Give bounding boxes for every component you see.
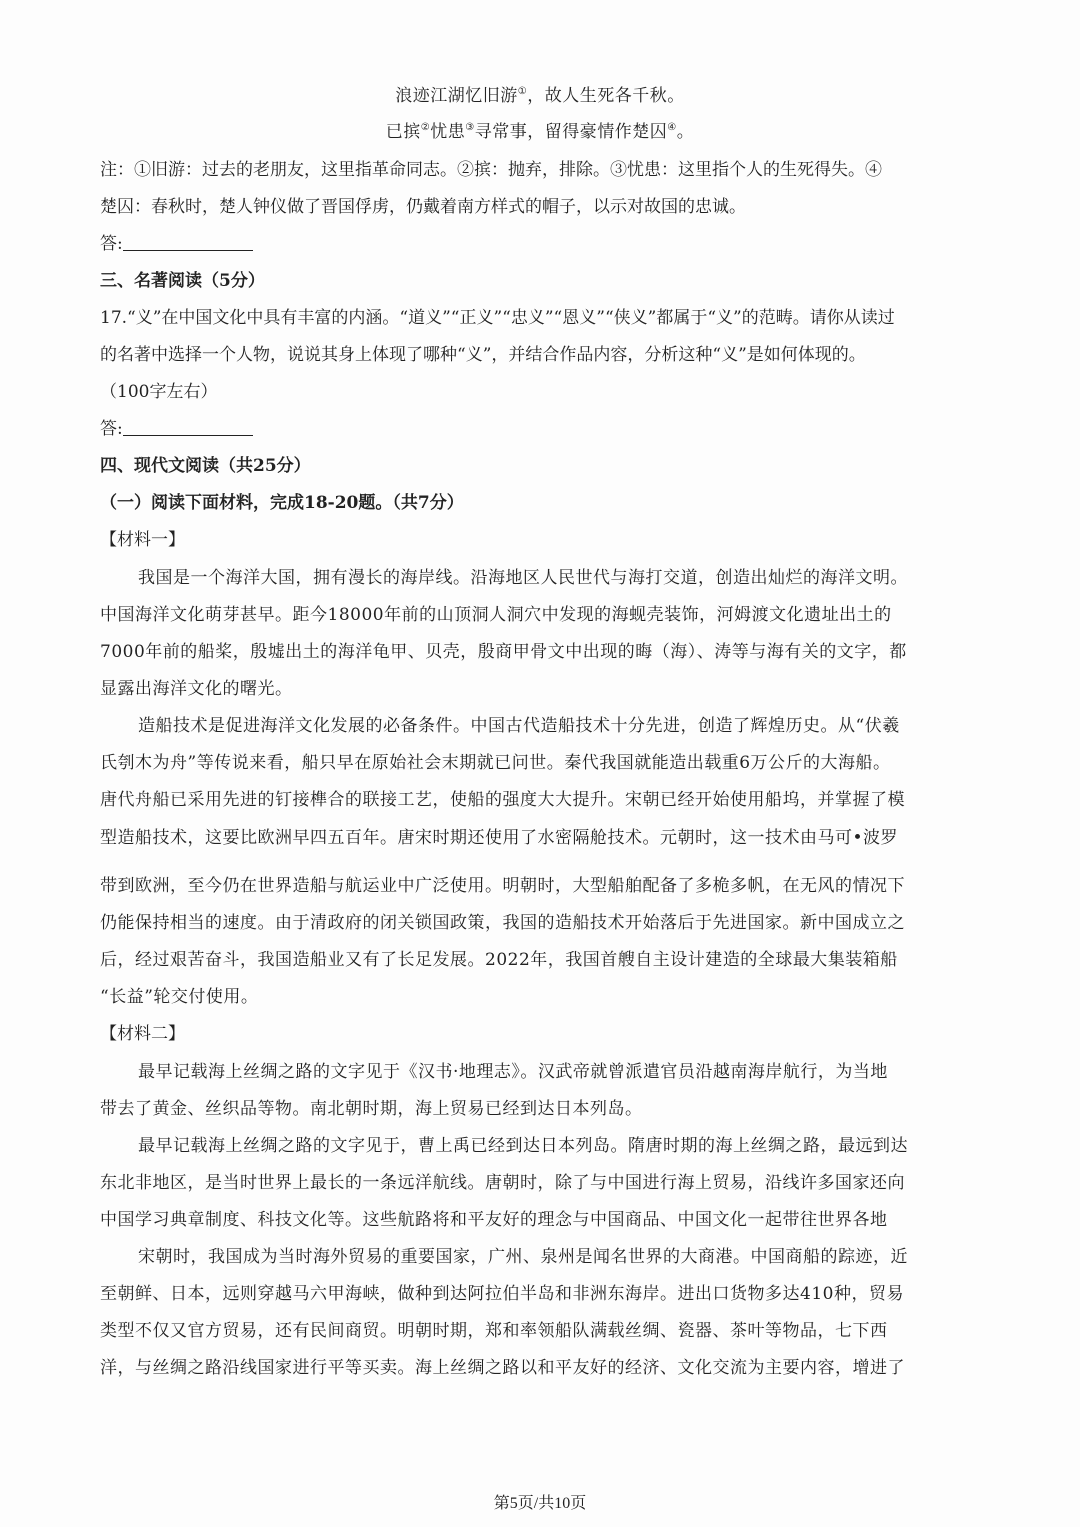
material-1-line: 唐代舟船已采用先进的钉接榫合的联接工艺，使船的强度大大提升。宋朝已经开始使用船坞，并掌握了模 [100, 790, 905, 810]
footnote-marker: ② [420, 122, 431, 133]
material-1-line: 显露出海洋文化的曙光。 [100, 679, 293, 699]
material-2-label: 【材料二】 [100, 1024, 185, 1044]
material-1-line: 后，经过艰苦奋斗，我国造船业又有了长足发展。2022年，我国首艘自主设计建造的全球最大集装箱船 [100, 950, 898, 970]
material-2-line: 至朝鲜、日本，远则穿越马六甲海峡，做种到达阿拉伯半岛和非洲东海岸。进出口货物多达410种，贸易 [100, 1284, 904, 1304]
footnote-marker: ④ [667, 122, 677, 133]
material-2-line: 类型不仅又官方贸易，还有民间商贸。明朝时期，郑和率领船队满载丝绸、瓷器、茶叶等物品，七下西 [100, 1321, 888, 1341]
poem-text: ，故人生死各千秋。 [527, 86, 685, 106]
material-2-line: 宋朝时，我国成为当时海外贸易的重要国家，广州、泉州是闻名世界的大商港。中国商船的踪迹，近 [138, 1247, 908, 1267]
material-1-line: 7000年前的船桨，殷墟出土的海洋龟甲、贝壳，殷商甲骨文中出现的晦（海）、涛等与海有关的文字，都 [100, 642, 907, 662]
poem-text: 。 [676, 122, 695, 142]
q17-line-2: 的名著中选择一个人物，说说其身上体现了哪种“义”，并结合作品内容，分析这种“义”是如何体现的。 [100, 345, 866, 365]
notes-line-2: 楚囚：春秋时，楚人钟仪做了晋国俘虏，仍戴着南方样式的帽子，以示对故国的忠诚。 [100, 197, 746, 217]
q17-line-3: （100字左右） [100, 382, 218, 402]
notes-line-1: 注：①旧游：过去的老朋友，这里指革命同志。②摈：抛弃，排除。③忧患：这里指个人的生死得失。④ [100, 160, 882, 180]
material-1-line: 仍能保持相当的速度。由于清政府的闭关锁国政策，我国的造船技术开始落后于先进国家。新中国成立之 [100, 913, 905, 933]
material-2-line: 最早记载海上丝绸之路的文字见于《汉书·地理志》。汉武帝就曾派遣官员沿越南海岸航行，为当地 [138, 1062, 888, 1082]
poem-text: 忧患 [430, 122, 466, 142]
material-1-line: “长益”轮交付使用。 [100, 987, 259, 1007]
page-number: 第5页/共10页 [493, 1495, 587, 1512]
material-2-line: 中国学习典章制度、科技文化等。这些航路将和平友好的理念与中国商品、中国文化一起带往世界各地 [100, 1210, 888, 1230]
material-1-line: 我国是一个海洋大国，拥有漫长的海岸线。沿海地区人民世代与海打交道，创造出灿烂的海洋文明。 [138, 568, 908, 588]
answer-line-16 [100, 232, 980, 256]
section-4-title: 四、现代文阅读（共25分） [100, 456, 311, 476]
footnote-marker: ③ [465, 122, 475, 133]
material-1-line: 带到欧洲，至今仍在世界造船与航运业中广泛使用。明朝时，大型船舶配备了多桅多帆，在无风的情况下 [100, 876, 905, 896]
material-2-line: 带去了黄金、丝织品等物。南北朝时期，海上贸易已经到达日本列岛。 [100, 1099, 643, 1119]
answer-label: 答: [100, 234, 123, 254]
material-1-line: 造船技术是促进海洋文化发展的必备条件。中国古代造船技术十分先进，创造了辉煌历史。从“伏羲 [138, 716, 900, 736]
footnote-marker: ① [517, 86, 528, 97]
answer-blank[interactable] [123, 232, 253, 251]
q17-line-1: 17.“义”在中国文化中具有丰富的内涵。“道义”“正义”“忠义”“恩义”“侠义”都属于“义”的范畴。请你从读过 [100, 308, 895, 328]
poem-text: 浪迹江湖忆旧游 [395, 86, 518, 106]
material-2-line: 东北非地区，是当时世界上最长的一条远洋航线。唐朝时，除了与中国进行海上贸易，沿线许多国家还向 [100, 1173, 905, 1193]
material-2-line: 洋，与丝绸之路沿线国家进行平等买卖。海上丝绸之路以和平友好的经济、文化交流为主要内容，增进了 [100, 1358, 905, 1378]
material-2-line: 最早记载海上丝绸之路的文字见于，曹上禹已经到达日本列岛。隋唐时期的海上丝绸之路，最远到达 [138, 1136, 908, 1156]
section-4-sub-1: （一）阅读下面材料，完成18-20题。（共7分） [100, 493, 464, 513]
section-3-title: 三、名著阅读（5分） [100, 271, 265, 291]
material-1-line: 中国海洋文化萌芽甚早。距今18000年前的山顶洞人洞穴中发现的海蚬壳装饰，河姆渡文化遗址出土的 [100, 605, 892, 625]
material-1-line: 氏刳木为舟”等传说来看，船只早在原始社会末期就已问世。秦代我国就能造出载重6万公斤的大海船。 [100, 753, 891, 773]
material-1-line: 型造船技术，这要比欧洲早四五百年。唐宋时期还使用了水密隔舱技术。元朝时，这一技术由马可•波罗 [100, 828, 899, 848]
answer-label: 答: [100, 419, 123, 439]
poem-line-2 [100, 120, 980, 144]
answer-blank[interactable] [123, 417, 253, 436]
poem-line-1 [100, 84, 980, 108]
material-1-label: 【材料一】 [100, 530, 185, 550]
poem-text: 已摈 [385, 122, 421, 142]
poem-text: 寻常事，留得豪情作楚囚 [474, 122, 668, 142]
answer-line-17 [100, 417, 980, 441]
